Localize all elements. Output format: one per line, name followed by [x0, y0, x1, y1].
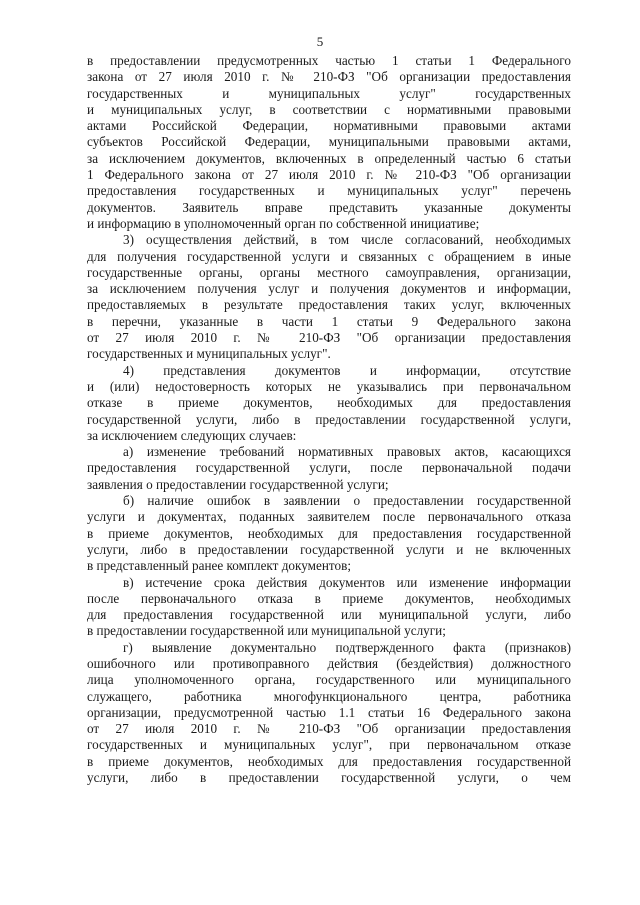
text-line: субъектов Российской Федерации, муниципальными правовыми актами,: [87, 134, 571, 150]
text-line: заявления о предоставлении государственной услуги;: [87, 476, 389, 492]
document-body: [87, 53, 571, 786]
page-number: 5: [316, 34, 324, 49]
text-line: услуги и документах, поданных заявителем после первоначального отказа: [87, 509, 571, 525]
text-line: отказе в приеме документов, необходимых для предоставления: [87, 395, 571, 411]
text-line: услуги, либо в предоставлении государственной услуги, о чем: [87, 770, 571, 786]
text-line: государственной услуги, либо в предоставлении государственной услуги,: [87, 411, 571, 427]
text-line: предоставления государственной услуги, после первоначальной подачи: [87, 460, 571, 476]
text-line: организации, предусмотренной частью 1.1 статьи 16 Федерального закона: [87, 704, 571, 720]
text-line: документов. Заявитель вправе представить указанные документы: [87, 199, 571, 215]
text-line: после первоначального отказа в приеме документов, необходимых: [87, 590, 571, 606]
text-line: в приеме документов, необходимых для предоставления государственной: [87, 753, 571, 769]
text-line: государственные органы, органы местного самоуправления, организации,: [87, 264, 571, 280]
text-line: закона от 27 июля 2010 г. № 210-ФЗ "Об организации предоставления: [87, 69, 571, 85]
text-line: 3) осуществления действий, в том числе согласований, необходимых: [123, 232, 571, 248]
text-line: и муниципальных услуг, в соответствии с нормативными правовыми: [87, 101, 571, 117]
text-line: государственных и муниципальных услуг", при первоначальном отказе: [87, 737, 571, 753]
text-line: и информацию в уполномоченный орган по собственной инициативе;: [87, 215, 480, 231]
text-line: от 27 июля 2010 г. № 210-ФЗ "Об организации предоставления: [87, 330, 571, 346]
text-line: ошибочного или противоправного действия (бездействия) должностного: [87, 655, 571, 671]
text-line: в предоставлении государственной или муниципальной услуги;: [87, 623, 446, 639]
text-line: 1 Федерального закона от 27 июля 2010 г. № 210-ФЗ "Об организации: [87, 167, 571, 183]
text-line: лица уполномоченного органа, государственного или муниципального: [87, 672, 571, 688]
text-line: государственных и муниципальных услуг" государственных: [87, 85, 571, 101]
text-line: в представленный ранее комплект документов;: [87, 558, 351, 574]
text-line: услуги, либо в предоставлении государственной услуги и не включенных: [87, 541, 571, 557]
text-line: в приеме документов, необходимых для предоставления государственной: [87, 525, 571, 541]
text-line: за исключением получения услуг и получения документов и информации,: [87, 281, 571, 297]
text-line: для предоставления государственной или муниципальной услуги, либо: [87, 607, 571, 623]
text-line: от 27 июля 2010 г. № 210-ФЗ "Об организации предоставления: [87, 721, 571, 737]
text-line: за исключением следующих случаев:: [87, 427, 297, 443]
text-line: в предоставлении предусмотренных частью 1 статьи 1 Федерального: [87, 53, 571, 68]
text-line: государственных и муниципальных услуг".: [87, 346, 331, 362]
text-line: актами Российской Федерации, нормативными правовыми актами: [87, 118, 571, 134]
text-line: в) истечение срока действия документов или изменение информации: [123, 574, 571, 590]
text-line: для получения государственной услуги и связанных с обращением в иные: [87, 248, 571, 264]
text-line: в перечни, указанные в части 1 статьи 9 Федерального закона: [87, 313, 571, 329]
text-line: за исключением документов, включенных в определенный частью 6 статьи: [87, 150, 571, 166]
text-line: а) изменение требований нормативных правовых актов, касающихся: [123, 444, 571, 460]
text-line: и (или) недостоверность которых не указывались при первоначальном: [87, 378, 571, 394]
text-line: служащего, работника многофункционального центра, работника: [87, 688, 571, 704]
text-line: предоставления государственных и муниципальных услуг" перечень: [87, 183, 571, 199]
text-line: предоставляемых в результате предоставления таких услуг, включенных: [87, 297, 571, 313]
text-line: г) выявление документально подтвержденного факта (признаков): [123, 639, 571, 655]
text-line: б) наличие ошибок в заявлении о предоставлении государственной: [123, 493, 571, 509]
text-line: 4) представления документов и информации, отсутствие: [123, 362, 571, 378]
